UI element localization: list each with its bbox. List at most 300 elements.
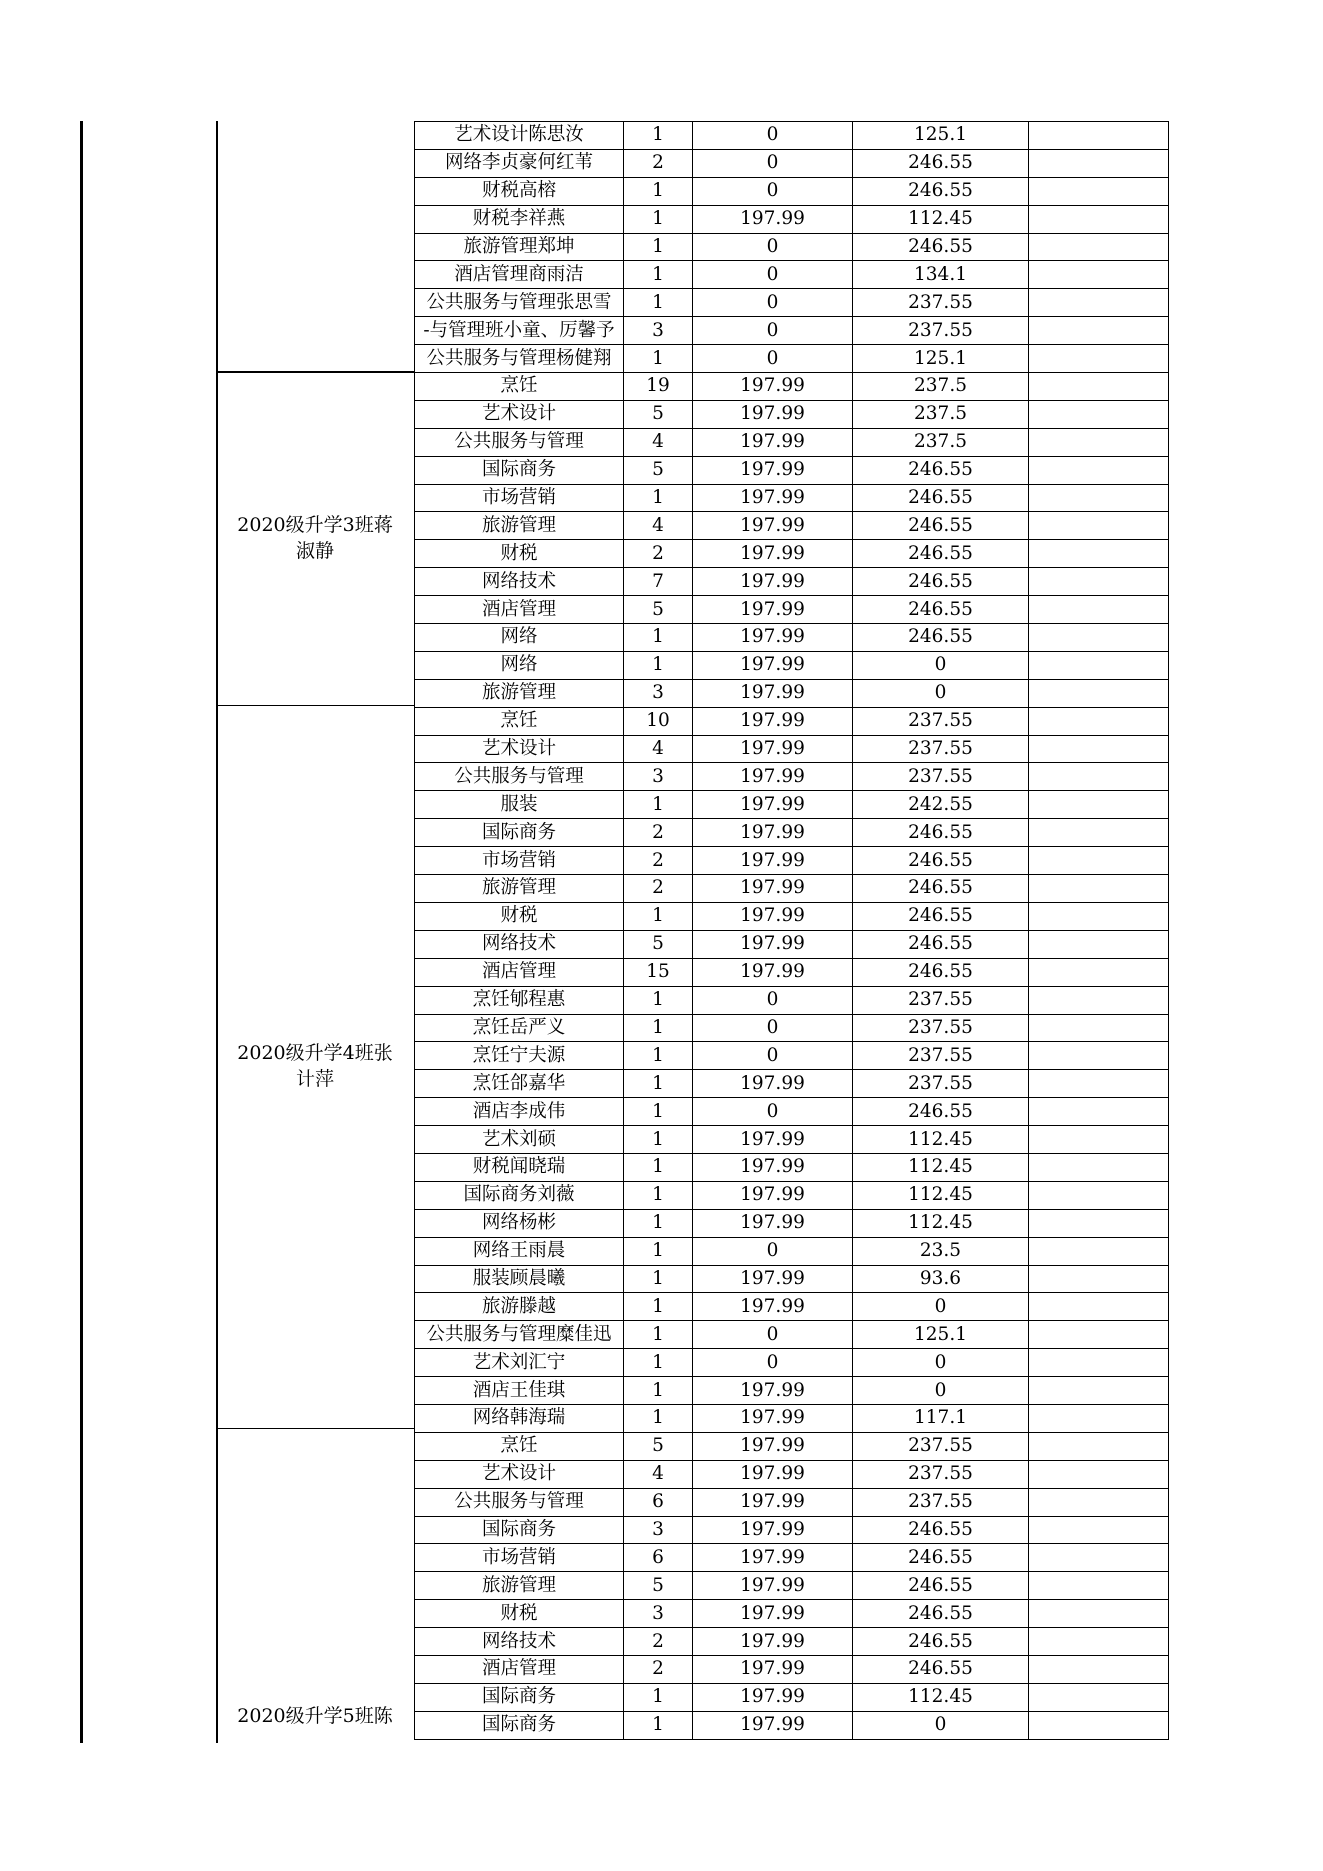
row-count-cell[interactable]: 1: [624, 651, 693, 679]
row-name-cell[interactable]: 艺术设计: [415, 1460, 624, 1488]
row-value2-cell[interactable]: 246.55: [853, 1544, 1029, 1572]
row-value2-cell[interactable]: 0: [853, 1711, 1029, 1739]
row-count-cell[interactable]: 3: [624, 317, 693, 345]
row-note-cell[interactable]: [1029, 707, 1169, 735]
row-note-cell[interactable]: [1029, 428, 1169, 456]
row-value1-cell[interactable]: 197.99: [693, 1460, 853, 1488]
row-count-cell[interactable]: 2: [624, 1628, 693, 1656]
row-name-cell[interactable]: 网络技术: [415, 568, 624, 596]
row-value2-cell[interactable]: 112.45: [853, 1683, 1029, 1711]
row-name-cell[interactable]: 酒店王佳琪: [415, 1377, 624, 1405]
row-note-cell[interactable]: [1029, 1516, 1169, 1544]
row-value2-cell[interactable]: 237.55: [853, 1432, 1029, 1460]
row-value1-cell[interactable]: 197.99: [693, 847, 853, 875]
row-note-cell[interactable]: [1029, 1126, 1169, 1154]
row-value1-cell[interactable]: 197.99: [693, 1126, 853, 1154]
row-value2-cell[interactable]: 0: [853, 679, 1029, 707]
row-name-cell[interactable]: 市场营销: [415, 847, 624, 875]
row-count-cell[interactable]: 1: [624, 1237, 693, 1265]
row-note-cell[interactable]: [1029, 1711, 1169, 1739]
row-count-cell[interactable]: 4: [624, 1460, 693, 1488]
row-note-cell[interactable]: [1029, 791, 1169, 819]
table-row: [415, 1126, 1169, 1154]
row-value2-cell[interactable]: 117.1: [853, 1404, 1029, 1432]
row-count-cell[interactable]: 4: [624, 512, 693, 540]
row-value2-cell[interactable]: 125.1: [853, 1321, 1029, 1349]
row-note-cell[interactable]: [1029, 651, 1169, 679]
row-name-cell[interactable]: 旅游滕越: [415, 1293, 624, 1321]
row-note-cell[interactable]: [1029, 1153, 1169, 1181]
row-name-cell[interactable]: 烹饪郇程惠: [415, 986, 624, 1014]
row-value1-cell[interactable]: 197.99: [693, 902, 853, 930]
row-value1-cell[interactable]: 197.99: [693, 1293, 853, 1321]
row-value1-cell[interactable]: 197.99: [693, 1544, 853, 1572]
row-value1-cell[interactable]: 197.99: [693, 512, 853, 540]
row-value1-cell[interactable]: 197.99: [693, 400, 853, 428]
row-value1-cell[interactable]: 197.99: [693, 1432, 853, 1460]
row-count-cell[interactable]: 1: [624, 1126, 693, 1154]
row-name-cell[interactable]: 烹饪: [415, 707, 624, 735]
row-value2-cell[interactable]: 93.6: [853, 1265, 1029, 1293]
row-value2-cell[interactable]: 237.55: [853, 707, 1029, 735]
row-value1-cell[interactable]: 197.99: [693, 763, 853, 791]
row-count-cell[interactable]: 1: [624, 1153, 693, 1181]
row-value2-cell[interactable]: 246.55: [853, 847, 1029, 875]
row-count-cell[interactable]: 1: [624, 1321, 693, 1349]
row-note-cell[interactable]: [1029, 1460, 1169, 1488]
row-count-cell[interactable]: 1: [624, 289, 693, 317]
row-note-cell[interactable]: [1029, 1070, 1169, 1098]
row-value2-cell[interactable]: 246.55: [853, 624, 1029, 652]
row-note-cell[interactable]: [1029, 679, 1169, 707]
row-count-cell[interactable]: 1: [624, 1265, 693, 1293]
row-count-cell[interactable]: 1: [624, 1098, 693, 1126]
row-name-cell[interactable]: 国际商务: [415, 1711, 624, 1739]
row-value1-cell[interactable]: 197.99: [693, 958, 853, 986]
row-value1-cell[interactable]: 197.99: [693, 735, 853, 763]
row-count-cell[interactable]: 3: [624, 763, 693, 791]
row-value1-cell[interactable]: 0: [693, 986, 853, 1014]
row-value1-cell[interactable]: 197.99: [693, 707, 853, 735]
row-name-cell[interactable]: 酒店管理: [415, 1655, 624, 1683]
row-value2-cell[interactable]: 246.55: [853, 149, 1029, 177]
row-name-cell[interactable]: 艺术设计: [415, 400, 624, 428]
row-value1-cell[interactable]: 197.99: [693, 930, 853, 958]
row-note-cell[interactable]: [1029, 1098, 1169, 1126]
row-value1-cell[interactable]: 197.99: [693, 624, 853, 652]
row-value2-cell[interactable]: 237.55: [853, 1460, 1029, 1488]
row-value2-cell[interactable]: 246.55: [853, 1600, 1029, 1628]
row-note-cell[interactable]: [1029, 205, 1169, 233]
row-note-cell[interactable]: [1029, 958, 1169, 986]
row-name-cell[interactable]: 国际商务: [415, 456, 624, 484]
row-value1-cell[interactable]: 0: [693, 1014, 853, 1042]
row-value1-cell[interactable]: 197.99: [693, 1377, 853, 1405]
row-value2-cell[interactable]: 246.55: [853, 1628, 1029, 1656]
row-value1-cell[interactable]: 197.99: [693, 596, 853, 624]
row-count-cell[interactable]: 4: [624, 428, 693, 456]
row-note-cell[interactable]: [1029, 1377, 1169, 1405]
row-note-cell[interactable]: [1029, 875, 1169, 903]
row-note-cell[interactable]: [1029, 1628, 1169, 1656]
row-note-cell[interactable]: [1029, 1237, 1169, 1265]
row-note-cell[interactable]: [1029, 233, 1169, 261]
row-name-cell[interactable]: 网络: [415, 624, 624, 652]
row-note-cell[interactable]: [1029, 930, 1169, 958]
row-name-cell[interactable]: 网络杨彬: [415, 1209, 624, 1237]
row-value2-cell[interactable]: 237.55: [853, 289, 1029, 317]
row-note-cell[interactable]: [1029, 317, 1169, 345]
row-note-cell[interactable]: [1029, 1600, 1169, 1628]
row-count-cell[interactable]: 10: [624, 707, 693, 735]
row-value1-cell[interactable]: 197.99: [693, 1655, 853, 1683]
row-value2-cell[interactable]: 112.45: [853, 1153, 1029, 1181]
row-value1-cell[interactable]: 0: [693, 149, 853, 177]
row-note-cell[interactable]: [1029, 345, 1169, 373]
table-row: [415, 847, 1169, 875]
row-count-cell[interactable]: 1: [624, 986, 693, 1014]
row-note-cell[interactable]: [1029, 177, 1169, 205]
row-value2-cell[interactable]: 246.55: [853, 1098, 1029, 1126]
row-value1-cell[interactable]: 197.99: [693, 540, 853, 568]
row-count-cell[interactable]: 5: [624, 1432, 693, 1460]
row-note-cell[interactable]: [1029, 624, 1169, 652]
row-count-cell[interactable]: 2: [624, 819, 693, 847]
row-name-cell[interactable]: 网络技术: [415, 1628, 624, 1656]
row-name-cell[interactable]: 网络王雨晨: [415, 1237, 624, 1265]
row-count-cell[interactable]: 2: [624, 1655, 693, 1683]
row-name-cell[interactable]: 旅游管理: [415, 875, 624, 903]
row-value1-cell[interactable]: 197.99: [693, 651, 853, 679]
row-value2-cell[interactable]: 237.55: [853, 735, 1029, 763]
row-note-cell[interactable]: [1029, 986, 1169, 1014]
row-name-cell[interactable]: 国际商务: [415, 1516, 624, 1544]
row-count-cell[interactable]: 1: [624, 122, 693, 150]
row-value1-cell[interactable]: 197.99: [693, 568, 853, 596]
row-value2-cell[interactable]: 246.55: [853, 456, 1029, 484]
row-value1-cell[interactable]: 197.99: [693, 373, 853, 401]
row-name-cell[interactable]: 烹饪宁夫源: [415, 1042, 624, 1070]
row-count-cell[interactable]: 1: [624, 1209, 693, 1237]
row-name-cell[interactable]: 财税: [415, 540, 624, 568]
row-value1-cell[interactable]: 197.99: [693, 484, 853, 512]
row-value2-cell[interactable]: 246.55: [853, 233, 1029, 261]
row-name-cell[interactable]: 酒店管理商雨洁: [415, 261, 624, 289]
row-value1-cell[interactable]: 197.99: [693, 819, 853, 847]
row-value2-cell[interactable]: 0: [853, 651, 1029, 679]
row-count-cell[interactable]: 2: [624, 875, 693, 903]
row-note-cell[interactable]: [1029, 261, 1169, 289]
row-name-cell[interactable]: 财税: [415, 902, 624, 930]
row-value2-cell[interactable]: 112.45: [853, 1126, 1029, 1154]
row-value2-cell[interactable]: 237.55: [853, 1042, 1029, 1070]
row-name-cell[interactable]: 公共服务与管理张思雪: [415, 289, 624, 317]
row-value2-cell[interactable]: 237.5: [853, 428, 1029, 456]
row-value2-cell[interactable]: 237.5: [853, 373, 1029, 401]
row-count-cell[interactable]: 5: [624, 456, 693, 484]
row-value2-cell[interactable]: 23.5: [853, 1237, 1029, 1265]
row-note-cell[interactable]: [1029, 122, 1169, 150]
row-value1-cell[interactable]: 197.99: [693, 1600, 853, 1628]
row-value2-cell[interactable]: 246.55: [853, 958, 1029, 986]
row-value1-cell[interactable]: 0: [693, 1042, 853, 1070]
row-note-cell[interactable]: [1029, 1181, 1169, 1209]
table-row: [415, 1711, 1169, 1739]
row-note-cell[interactable]: [1029, 1544, 1169, 1572]
row-note-cell[interactable]: [1029, 149, 1169, 177]
row-name-cell[interactable]: 艺术设计: [415, 735, 624, 763]
table-row: [415, 1460, 1169, 1488]
row-value1-cell[interactable]: 197.99: [693, 1516, 853, 1544]
row-name-cell[interactable]: 公共服务与管理糜佳迅: [415, 1321, 624, 1349]
row-value1-cell[interactable]: 197.99: [693, 1711, 853, 1739]
row-count-cell[interactable]: 1: [624, 1014, 693, 1042]
row-note-cell[interactable]: [1029, 1349, 1169, 1377]
row-note-cell[interactable]: [1029, 1432, 1169, 1460]
row-name-cell[interactable]: 服装顾晨曦: [415, 1265, 624, 1293]
row-value2-cell[interactable]: 246.55: [853, 902, 1029, 930]
row-count-cell[interactable]: 1: [624, 177, 693, 205]
row-name-cell[interactable]: 酒店管理: [415, 596, 624, 624]
row-count-cell[interactable]: 1: [624, 1349, 693, 1377]
row-value1-cell[interactable]: 197.99: [693, 679, 853, 707]
row-value1-cell[interactable]: 0: [693, 1237, 853, 1265]
row-value2-cell[interactable]: 237.55: [853, 763, 1029, 791]
row-note-cell[interactable]: [1029, 456, 1169, 484]
row-note-cell[interactable]: [1029, 1321, 1169, 1349]
row-count-cell[interactable]: 1: [624, 205, 693, 233]
row-value1-cell[interactable]: 197.99: [693, 1265, 853, 1293]
row-name-cell[interactable]: 烹饪: [415, 373, 624, 401]
row-count-cell[interactable]: 5: [624, 400, 693, 428]
row-value2-cell[interactable]: 242.55: [853, 791, 1029, 819]
row-name-cell[interactable]: 旅游管理郑坤: [415, 233, 624, 261]
row-count-cell[interactable]: 2: [624, 149, 693, 177]
row-note-cell[interactable]: [1029, 902, 1169, 930]
row-value1-cell[interactable]: 0: [693, 177, 853, 205]
row-value2-cell[interactable]: 246.55: [853, 484, 1029, 512]
row-name-cell[interactable]: 市场营销: [415, 484, 624, 512]
row-name-cell[interactable]: 旅游管理: [415, 512, 624, 540]
row-value1-cell[interactable]: 197.99: [693, 1181, 853, 1209]
row-name-cell[interactable]: 服装: [415, 791, 624, 819]
row-name-cell[interactable]: 公共服务与管理: [415, 1488, 624, 1516]
row-name-cell[interactable]: 网络韩海瑞: [415, 1404, 624, 1432]
row-value2-cell[interactable]: 112.45: [853, 205, 1029, 233]
row-value2-cell[interactable]: 246.55: [853, 930, 1029, 958]
row-count-cell[interactable]: 1: [624, 1377, 693, 1405]
row-count-cell[interactable]: 2: [624, 540, 693, 568]
row-value2-cell[interactable]: 246.55: [853, 512, 1029, 540]
row-note-cell[interactable]: [1029, 1293, 1169, 1321]
row-value2-cell[interactable]: 134.1: [853, 261, 1029, 289]
row-note-cell[interactable]: [1029, 1042, 1169, 1070]
row-count-cell[interactable]: 1: [624, 624, 693, 652]
table-row: [415, 1237, 1169, 1265]
row-note-cell[interactable]: [1029, 1683, 1169, 1711]
row-note-cell[interactable]: [1029, 540, 1169, 568]
row-note-cell[interactable]: [1029, 512, 1169, 540]
row-value1-cell[interactable]: 197.99: [693, 791, 853, 819]
row-value2-cell[interactable]: 246.55: [853, 540, 1029, 568]
row-name-cell[interactable]: 酒店管理: [415, 958, 624, 986]
row-note-cell[interactable]: [1029, 1209, 1169, 1237]
row-value1-cell[interactable]: 0: [693, 317, 853, 345]
row-value1-cell[interactable]: 197.99: [693, 1683, 853, 1711]
row-value1-cell[interactable]: 0: [693, 1349, 853, 1377]
table-row: [415, 1042, 1169, 1070]
row-name-cell[interactable]: 市场营销: [415, 1544, 624, 1572]
row-value1-cell[interactable]: 0: [693, 345, 853, 373]
row-count-cell[interactable]: 5: [624, 1572, 693, 1600]
row-note-cell[interactable]: [1029, 1655, 1169, 1683]
row-name-cell[interactable]: 艺术刘汇宁: [415, 1349, 624, 1377]
row-count-cell[interactable]: 15: [624, 958, 693, 986]
row-value2-cell[interactable]: 246.55: [853, 177, 1029, 205]
row-value2-cell[interactable]: 125.1: [853, 122, 1029, 150]
row-value1-cell[interactable]: 0: [693, 233, 853, 261]
group-divider-line: [218, 705, 414, 707]
row-value2-cell[interactable]: 246.55: [853, 596, 1029, 624]
row-note-cell[interactable]: [1029, 1014, 1169, 1042]
row-value2-cell[interactable]: 246.55: [853, 1572, 1029, 1600]
row-value1-cell[interactable]: 197.99: [693, 1070, 853, 1098]
row-name-cell[interactable]: 财税: [415, 1600, 624, 1628]
row-name-cell[interactable]: 旅游管理: [415, 679, 624, 707]
row-note-cell[interactable]: [1029, 1488, 1169, 1516]
row-count-cell[interactable]: 1: [624, 1404, 693, 1432]
row-name-cell[interactable]: 财税闻晓瑞: [415, 1153, 624, 1181]
row-name-cell[interactable]: 公共服务与管理杨健翔: [415, 345, 624, 373]
row-value2-cell[interactable]: 0: [853, 1377, 1029, 1405]
row-name-cell[interactable]: 烹饪郃嘉华: [415, 1070, 624, 1098]
row-count-cell[interactable]: 1: [624, 261, 693, 289]
row-name-cell[interactable]: 艺术设计陈思汝: [415, 122, 624, 150]
row-count-cell[interactable]: 3: [624, 1516, 693, 1544]
table-row: [415, 1655, 1169, 1683]
row-value1-cell[interactable]: 0: [693, 1321, 853, 1349]
row-count-cell[interactable]: 2: [624, 847, 693, 875]
row-name-cell[interactable]: 公共服务与管理: [415, 763, 624, 791]
row-value2-cell[interactable]: 246.55: [853, 819, 1029, 847]
row-value2-cell[interactable]: 0: [853, 1349, 1029, 1377]
row-value1-cell[interactable]: 197.99: [693, 1628, 853, 1656]
row-note-cell[interactable]: [1029, 1404, 1169, 1432]
row-value1-cell[interactable]: 0: [693, 289, 853, 317]
row-value2-cell[interactable]: 0: [853, 1293, 1029, 1321]
row-count-cell[interactable]: 1: [624, 1683, 693, 1711]
row-count-cell[interactable]: 19: [624, 373, 693, 401]
row-note-cell[interactable]: [1029, 763, 1169, 791]
row-note-cell[interactable]: [1029, 400, 1169, 428]
row-name-cell[interactable]: 网络李贞豪何红苇: [415, 149, 624, 177]
row-count-cell[interactable]: 3: [624, 679, 693, 707]
row-value1-cell[interactable]: 197.99: [693, 1572, 853, 1600]
row-name-cell[interactable]: 艺术刘硕: [415, 1126, 624, 1154]
row-name-cell[interactable]: 财税高榕: [415, 177, 624, 205]
row-count-cell[interactable]: 5: [624, 596, 693, 624]
row-count-cell[interactable]: 3: [624, 1600, 693, 1628]
row-value1-cell[interactable]: 197.99: [693, 428, 853, 456]
row-count-cell[interactable]: 1: [624, 902, 693, 930]
row-name-cell[interactable]: -与管理班小童、厉馨予: [415, 317, 624, 345]
row-count-cell[interactable]: 1: [624, 233, 693, 261]
row-value1-cell[interactable]: 197.99: [693, 456, 853, 484]
row-count-cell[interactable]: 4: [624, 735, 693, 763]
row-value2-cell[interactable]: 112.45: [853, 1181, 1029, 1209]
row-value1-cell[interactable]: 197.99: [693, 1209, 853, 1237]
row-value2-cell[interactable]: 237.55: [853, 1070, 1029, 1098]
row-count-cell[interactable]: 6: [624, 1544, 693, 1572]
row-value2-cell[interactable]: 246.55: [853, 1655, 1029, 1683]
row-name-cell[interactable]: 烹饪岳严义: [415, 1014, 624, 1042]
row-name-cell[interactable]: 网络: [415, 651, 624, 679]
row-value2-cell[interactable]: 237.55: [853, 317, 1029, 345]
row-count-cell[interactable]: 1: [624, 1181, 693, 1209]
row-name-cell[interactable]: 国际商务: [415, 1683, 624, 1711]
row-count-cell[interactable]: 1: [624, 1042, 693, 1070]
row-value1-cell[interactable]: 0: [693, 1098, 853, 1126]
row-note-cell[interactable]: [1029, 1572, 1169, 1600]
row-note-cell[interactable]: [1029, 1265, 1169, 1293]
row-name-cell[interactable]: 财税李祥燕: [415, 205, 624, 233]
row-value1-cell[interactable]: 197.99: [693, 1488, 853, 1516]
row-value1-cell[interactable]: 197.99: [693, 875, 853, 903]
row-count-cell[interactable]: 5: [624, 930, 693, 958]
row-note-cell[interactable]: [1029, 735, 1169, 763]
row-value1-cell[interactable]: 197.99: [693, 205, 853, 233]
row-name-cell[interactable]: 国际商务: [415, 819, 624, 847]
row-value1-cell[interactable]: 0: [693, 122, 853, 150]
row-note-cell[interactable]: [1029, 484, 1169, 512]
row-note-cell[interactable]: [1029, 289, 1169, 317]
row-count-cell[interactable]: 1: [624, 1070, 693, 1098]
row-value2-cell[interactable]: 125.1: [853, 345, 1029, 373]
row-count-cell[interactable]: 6: [624, 1488, 693, 1516]
row-name-cell[interactable]: 国际商务刘薇: [415, 1181, 624, 1209]
row-value1-cell[interactable]: 0: [693, 261, 853, 289]
row-value2-cell[interactable]: 246.55: [853, 568, 1029, 596]
table-row: [415, 735, 1169, 763]
row-value1-cell[interactable]: 197.99: [693, 1153, 853, 1181]
row-value2-cell[interactable]: 246.55: [853, 875, 1029, 903]
row-note-cell[interactable]: [1029, 819, 1169, 847]
row-value2-cell[interactable]: 246.55: [853, 1516, 1029, 1544]
row-value2-cell[interactable]: 237.55: [853, 1014, 1029, 1042]
row-value2-cell[interactable]: 237.5: [853, 400, 1029, 428]
row-value1-cell[interactable]: 197.99: [693, 1404, 853, 1432]
row-name-cell[interactable]: 网络技术: [415, 930, 624, 958]
row-value2-cell[interactable]: 237.55: [853, 986, 1029, 1014]
row-note-cell[interactable]: [1029, 847, 1169, 875]
row-note-cell[interactable]: [1029, 596, 1169, 624]
row-note-cell[interactable]: [1029, 568, 1169, 596]
row-count-cell[interactable]: 1: [624, 791, 693, 819]
row-name-cell[interactable]: 旅游管理: [415, 1572, 624, 1600]
row-name-cell[interactable]: 公共服务与管理: [415, 428, 624, 456]
row-count-cell[interactable]: 1: [624, 1711, 693, 1739]
table-row: [415, 428, 1169, 456]
row-name-cell[interactable]: 酒店李成伟: [415, 1098, 624, 1126]
row-count-cell[interactable]: 1: [624, 1293, 693, 1321]
row-count-cell[interactable]: 7: [624, 568, 693, 596]
row-value2-cell[interactable]: 112.45: [853, 1209, 1029, 1237]
row-note-cell[interactable]: [1029, 373, 1169, 401]
row-value2-cell[interactable]: 237.55: [853, 1488, 1029, 1516]
row-name-cell[interactable]: 烹饪: [415, 1432, 624, 1460]
row-count-cell[interactable]: 1: [624, 484, 693, 512]
row-count-cell[interactable]: 1: [624, 345, 693, 373]
